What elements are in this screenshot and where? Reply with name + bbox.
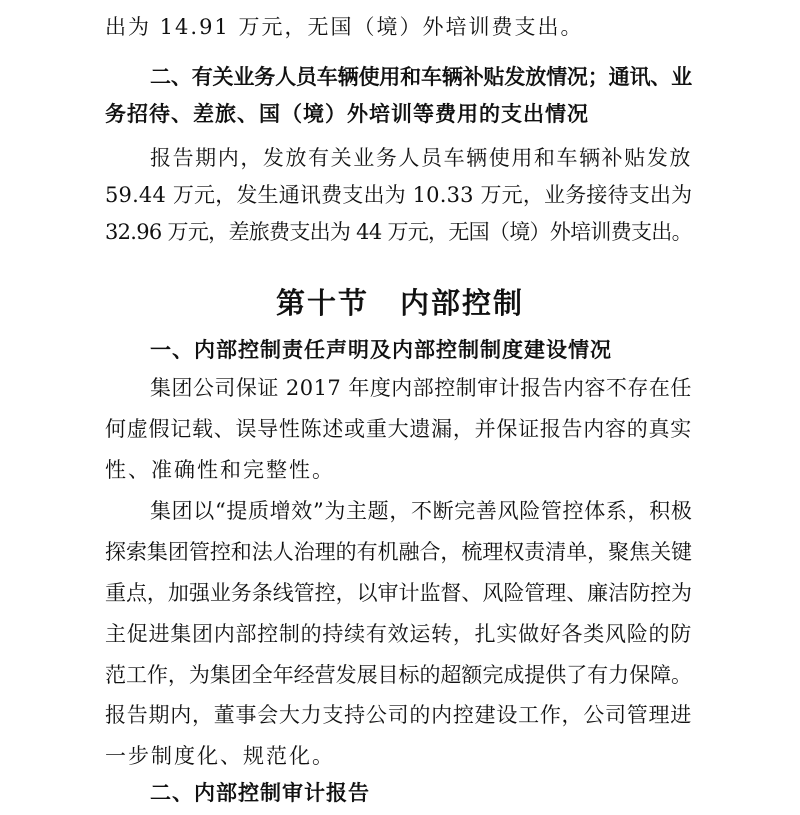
paragraph-line: 主促进集团内部控制的持续有效运转，扎实做好各类风险的防	[105, 622, 692, 646]
subheading-responsibility: 一、内部控制责任声明及内部控制制度建设情况	[150, 338, 612, 362]
paragraph-line: 报告期内，董事会大力支持公司的内控建设工作，公司管理进	[105, 703, 692, 727]
paragraph-line: 集团公司保证 2017 年度内部控制审计报告内容不存在任	[150, 376, 692, 400]
paragraph-line: 范工作，为集团全年经营发展目标的超额完成提供了有力保障。	[105, 663, 692, 687]
section-title: 第十节 内部控制	[275, 286, 524, 320]
paragraph-line: 出为 14.91 万元，无国（境）外培训费支出。	[105, 15, 584, 39]
paragraph-line: 性、准确性和完整性。	[105, 458, 335, 482]
paragraph-line: 集团以“提质增效”为主题，不断完善风险管控体系，积极	[150, 499, 693, 523]
section-heading-expenses: 二、有关业务人员车辆使用和车辆补贴发放情况；通讯、业	[150, 65, 692, 89]
paragraph-line: 重点，加强业务条线管控，以审计监督、风险管理、廉洁防控为	[105, 581, 692, 605]
paragraph-line: 探索集团管控和法人治理的有机融合，梳理权责清单，聚焦关键	[105, 540, 692, 564]
subheading-audit-report: 二、内部控制审计报告	[150, 781, 370, 805]
paragraph-line: 何虚假记载、误导性陈述或重大遗漏，并保证报告内容的真实	[105, 417, 692, 441]
paragraph-line: 报告期内，发放有关业务人员车辆使用和车辆补贴发放	[150, 146, 692, 170]
section-heading-expenses-cont: 务招待、差旅、国（境）外培训等费用的支出情况	[105, 102, 589, 126]
paragraph-line: 59.44 万元，发生通讯费支出为 10.33 万元，业务接待支出为	[105, 183, 693, 207]
paragraph-line: 一步制度化、规范化。	[105, 744, 335, 768]
paragraph-line: 32.96 万元，差旅费支出为 44 万元，无国（境）外培训费支出。	[105, 220, 692, 244]
